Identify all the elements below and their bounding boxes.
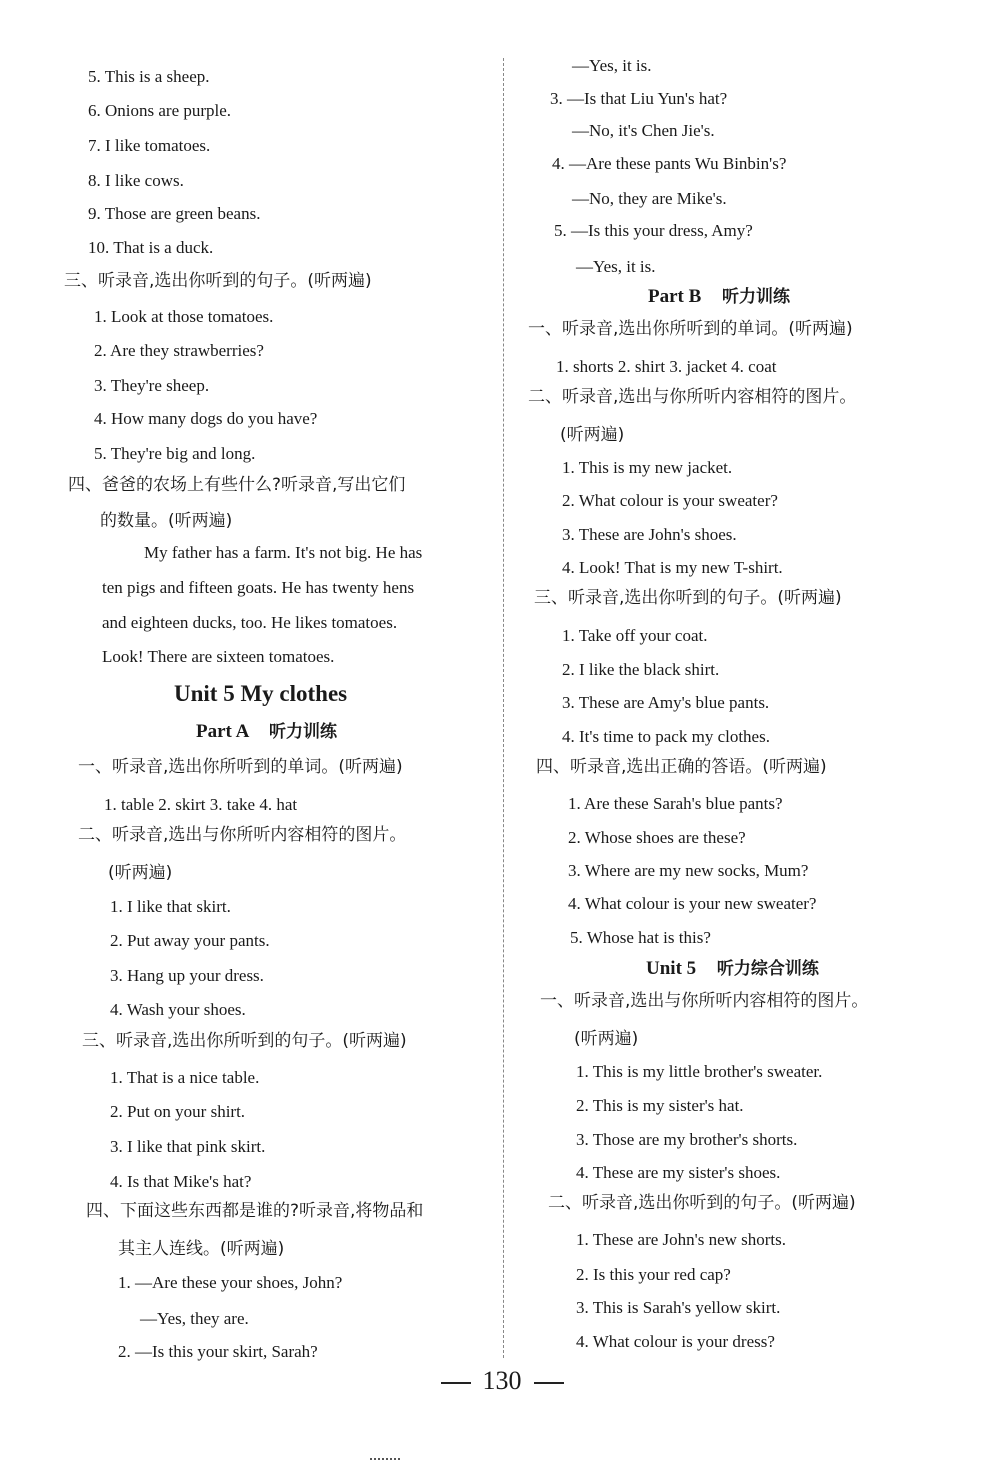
dialogue-line: —Yes, it is. <box>572 56 652 75</box>
text-line: 4. Look! That is my new T-shirt. <box>562 558 783 577</box>
paragraph-line: My father has a farm. It's not big. He has <box>144 543 423 562</box>
part-a-cn-label: 听力训练 <box>269 722 337 742</box>
text-line: 2. What colour is your sweater? <box>562 491 778 510</box>
text-line: 3. They're sheep. <box>94 376 210 395</box>
part-a-label: Part A <box>196 721 249 742</box>
text-line: 4. Is that Mike's hat? <box>110 1172 252 1191</box>
section-heading: 三、听录音,选出你听到的句子。(听两遍) <box>64 271 372 291</box>
word-options: 1. shorts 2. shirt 3. jacket 4. coat <box>556 357 777 376</box>
text-line: 5. This is a sheep. <box>88 67 210 86</box>
part-b-heading <box>648 285 790 309</box>
text-line: 10. That is a duck. <box>88 238 214 257</box>
dialogue-line: 3. —Is that Liu Yun's hat? <box>550 89 728 108</box>
section-heading: 三、听录音,选出你所听到的句子。(听两遍) <box>82 1031 407 1051</box>
text-line: 6. Onions are purple. <box>88 101 232 120</box>
text-line: 2. Whose shoes are these? <box>568 828 746 847</box>
text-line: 9. Those are green beans. <box>88 204 261 223</box>
text-line: 1. This is my little brother's sweater. <box>576 1062 823 1081</box>
text-line: 2. I like the black shirt. <box>562 660 720 679</box>
text-line: 3. This is Sarah's yellow skirt. <box>576 1298 781 1317</box>
text-line: 1. Look at those tomatoes. <box>94 307 274 326</box>
part-b-label: Part B <box>648 286 702 307</box>
dialogue-line: —Yes, they are. <box>140 1309 249 1328</box>
text-line: 1. Are these Sarah's blue pants? <box>568 794 783 813</box>
text-line: 7. I like tomatoes. <box>88 136 211 155</box>
page-number-value: 130 <box>482 1366 522 1395</box>
section-heading-cont: (听两遍) <box>108 863 173 883</box>
section-heading: 二、听录音,选出与你所听内容相符的图片。 <box>528 387 857 407</box>
section-heading-cont: (听两遍) <box>560 425 625 445</box>
text-line: 1. Take off your coat. <box>562 626 708 645</box>
section-heading: 一、听录音,选出与你所听内容相符的图片。 <box>540 991 869 1011</box>
unit-title: Unit 5 My clothes <box>174 681 348 706</box>
section-heading-cont: 其主人连线。(听两遍) <box>118 1239 285 1259</box>
section-heading: 二、听录音,选出与你所听内容相符的图片。 <box>78 825 407 845</box>
dialogue-line: —No, they are Mike's. <box>572 189 727 208</box>
bottom-edge-mark <box>370 1458 400 1460</box>
text-line: 2. Put on your shirt. <box>110 1102 246 1121</box>
dialogue-line: 4. —Are these pants Wu Binbin's? <box>552 154 787 173</box>
text-line: 4. What colour is your new sweater? <box>568 894 817 913</box>
text-line: 3. These are John's shoes. <box>562 525 737 544</box>
part-b-cn-label: 听力训练 <box>722 287 791 307</box>
dialogue-line: 5. —Is this your dress, Amy? <box>554 221 753 240</box>
text-line: 4. It's time to pack my clothes. <box>562 727 770 746</box>
page-number <box>0 1366 1004 1396</box>
text-line: 3. I like that pink skirt. <box>110 1137 266 1156</box>
text-line: 1. I like that skirt. <box>110 897 231 916</box>
column-divider <box>503 58 504 1358</box>
text-line: 4. What colour is your dress? <box>576 1332 775 1351</box>
text-line: 1. This is my new jacket. <box>562 458 733 477</box>
text-line: 5. They're big and long. <box>94 444 256 463</box>
section-heading: 三、听录音,选出你听到的句子。(听两遍) <box>534 588 842 608</box>
text-line: 5. Whose hat is this? <box>570 928 711 947</box>
paragraph-line: and eighteen ducks, too. He likes tomatoes. <box>102 613 398 632</box>
section-heading: 四、爸爸的农场上有些什么?听录音,写出它们 <box>68 475 406 495</box>
paragraph-line: Look! There are sixteen tomatoes. <box>102 647 335 666</box>
page-number-dash-left <box>441 1382 471 1384</box>
text-line: 3. These are Amy's blue pants. <box>562 693 770 712</box>
dialogue-line: —No, it's Chen Jie's. <box>572 121 715 140</box>
section-heading: 二、听录音,选出你听到的句子。(听两遍) <box>548 1193 856 1213</box>
text-line: 3. Those are my brother's shorts. <box>576 1130 798 1149</box>
unit-review-label: Unit 5 <box>646 958 697 979</box>
page-number-dash-right <box>534 1382 564 1384</box>
dialogue-line: —Yes, it is. <box>576 257 656 276</box>
text-line: 8. I like cows. <box>88 171 184 190</box>
text-line: 4. Wash your shoes. <box>110 1000 246 1019</box>
text-line: 2. Is this your red cap? <box>576 1265 731 1284</box>
text-line: 1. These are John's new shorts. <box>576 1230 787 1249</box>
part-a-heading <box>196 720 337 744</box>
section-heading: 四、下面这些东西都是谁的?听录音,将物品和 <box>86 1201 424 1221</box>
section-heading: 四、听录音,选出正确的答语。(听两遍) <box>536 757 827 777</box>
text-line: 2. Are they strawberries? <box>94 341 264 360</box>
section-heading-cont: 的数量。(听两遍) <box>100 511 233 531</box>
section-heading: 一、听录音,选出你所听到的单词。(听两遍) <box>78 757 403 777</box>
section-heading-cont: (听两遍) <box>574 1029 639 1049</box>
text-line: 4. How many dogs do you have? <box>94 409 318 428</box>
dialogue-line: 1. —Are these your shoes, John? <box>118 1273 343 1292</box>
unit-review-heading <box>646 957 819 981</box>
paragraph-line: ten pigs and fifteen goats. He has twenty hens <box>102 578 415 597</box>
text-line: 3. Where are my new socks, Mum? <box>568 861 809 880</box>
text-line: 2. Put away your pants. <box>110 931 270 950</box>
text-line: 1. That is a nice table. <box>110 1068 260 1087</box>
dialogue-line: 2. —Is this your skirt, Sarah? <box>118 1342 318 1361</box>
section-heading: 一、听录音,选出你所听到的单词。(听两遍) <box>528 319 853 339</box>
unit-review-cn-label: 听力综合训练 <box>716 959 819 979</box>
text-line: 2. This is my sister's hat. <box>576 1096 744 1115</box>
word-options: 1. table 2. skirt 3. take 4. hat <box>104 795 298 814</box>
text-line: 3. Hang up your dress. <box>110 966 264 985</box>
text-line: 4. These are my sister's shoes. <box>576 1163 781 1182</box>
